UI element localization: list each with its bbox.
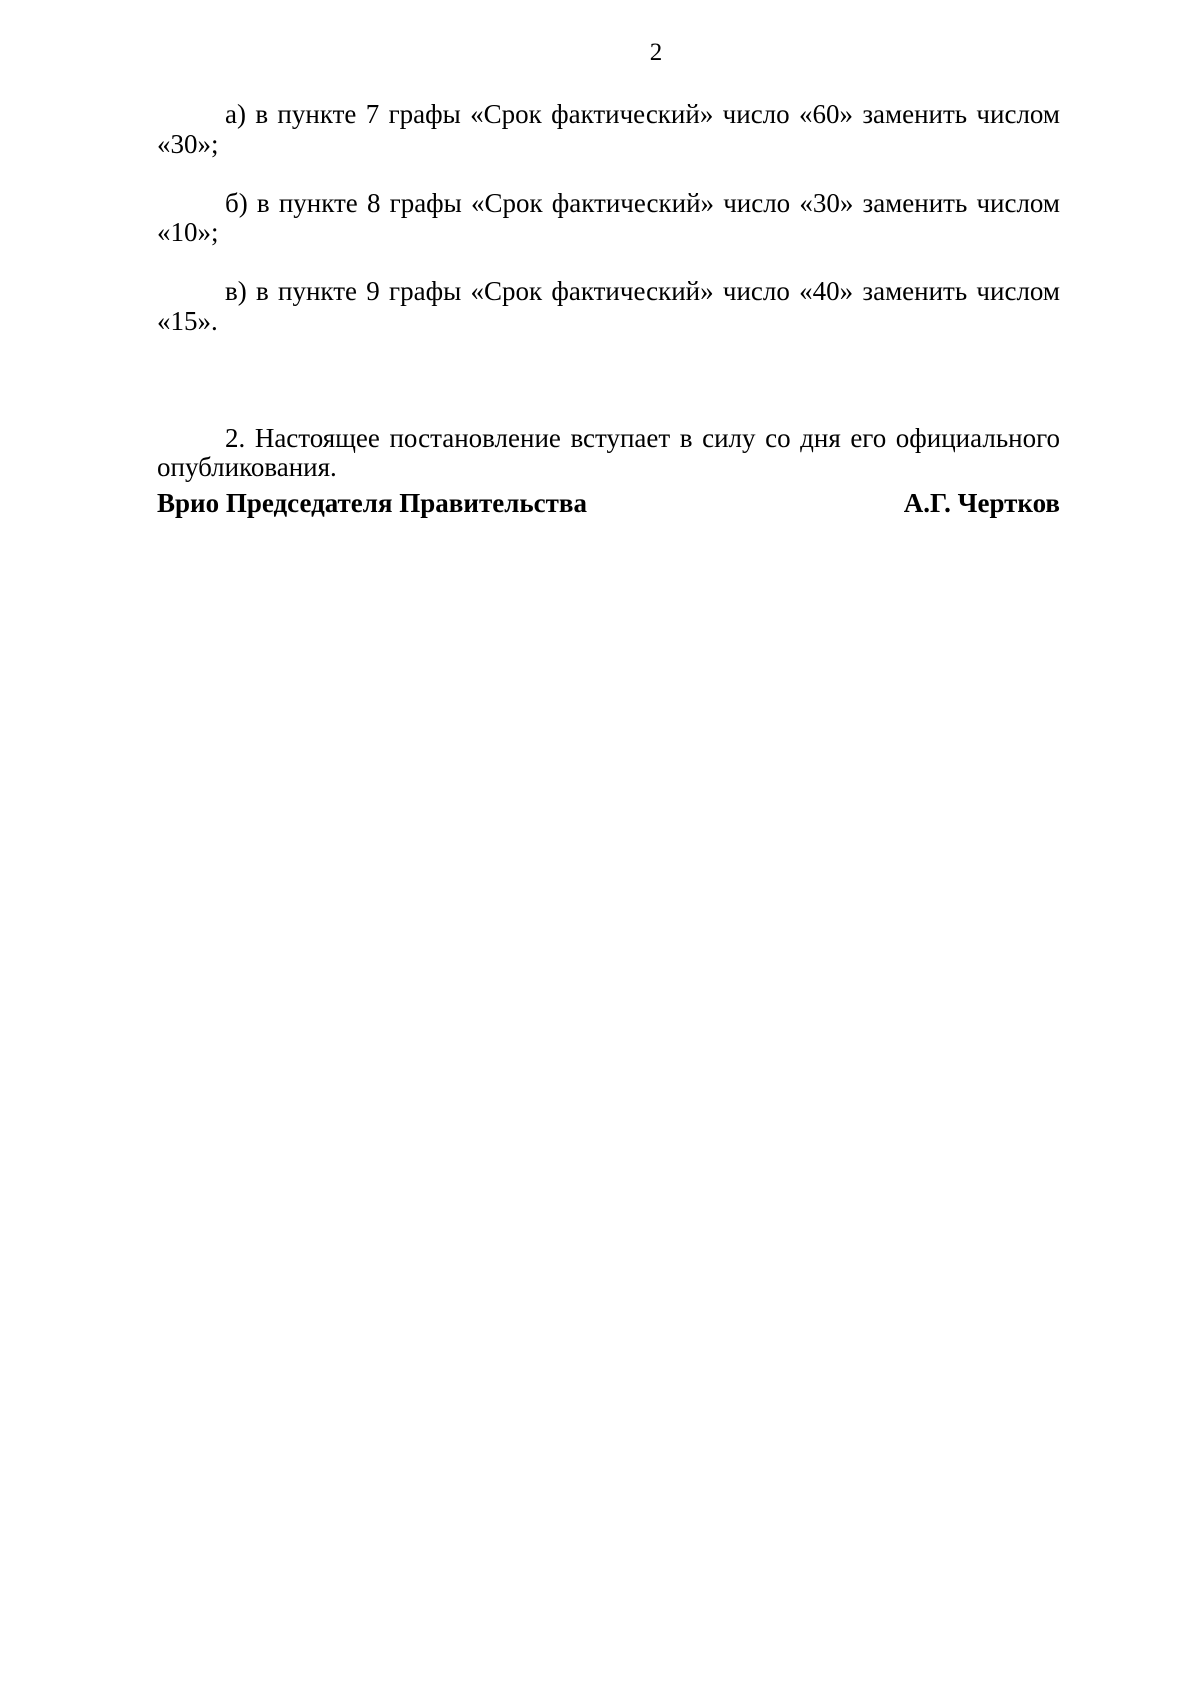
amendment-item-a: а) в пункте 7 графы «Срок фактический» число «60» заменить числом «30»; bbox=[157, 99, 1060, 159]
signature-block bbox=[157, 487, 1060, 519]
signatory-role: Врио Председателя Правительства bbox=[157, 488, 587, 518]
page-number-value: 2 bbox=[649, 39, 663, 66]
amendment-item-b: б) в пункте 8 графы «Срок фактический» число «30» заменить числом «10»; bbox=[157, 187, 1060, 247]
page-number bbox=[0, 40, 1200, 65]
amendment-item-v: в) в пункте 9 графы «Срок фактический» число «40» заменить числом «15». bbox=[157, 276, 1060, 336]
paragraph-spacer bbox=[157, 366, 1060, 424]
signatory-name: А.Г. Чертков bbox=[903, 488, 1060, 518]
document-body bbox=[157, 100, 1060, 512]
clause-2: 2. Настоящее постановление вступает в силу со дня его официального опубликования. bbox=[157, 422, 1060, 482]
